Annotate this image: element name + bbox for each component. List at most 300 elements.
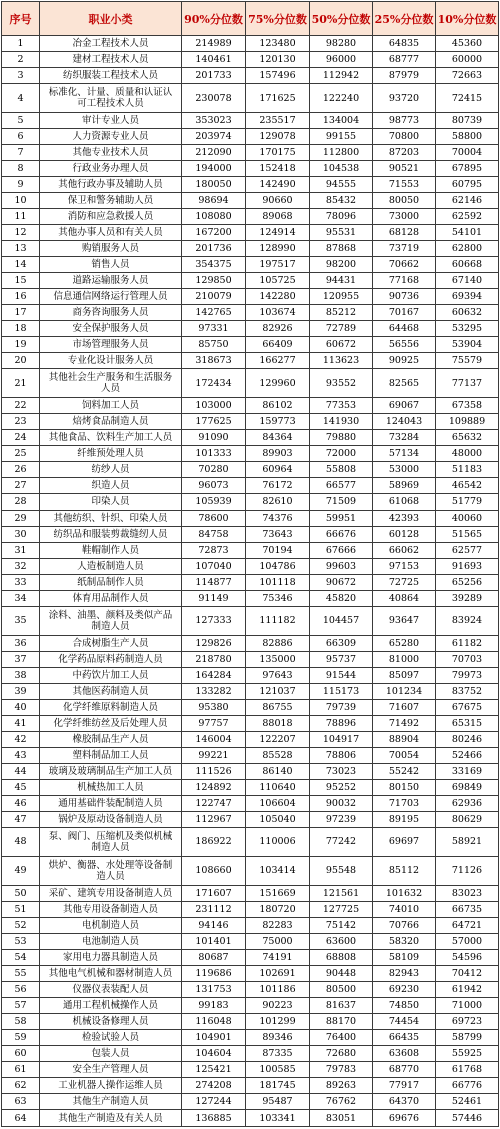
- row-index: 52: [2, 917, 40, 933]
- p25-value: 71553: [373, 177, 436, 193]
- p90-value: 85750: [182, 337, 246, 353]
- occupation-name: 其他医药制造人员: [40, 683, 182, 699]
- p10-value: 70703: [436, 651, 499, 667]
- p90-value: 124892: [182, 779, 246, 795]
- table-row: [2, 414, 499, 430]
- p10-value: 33169: [436, 763, 499, 779]
- p25-value: 68128: [373, 225, 436, 241]
- p50-value: 77353: [310, 398, 373, 414]
- p75-value: 105725: [246, 273, 310, 289]
- p50-value: 93552: [310, 369, 373, 398]
- p25-value: 68777: [373, 52, 436, 68]
- table-row: [2, 84, 499, 113]
- row-index: 27: [2, 478, 40, 494]
- row-index: 29: [2, 510, 40, 526]
- p75-value: 171625: [246, 84, 310, 113]
- p50-value: 112800: [310, 145, 373, 161]
- p90-value: 104604: [182, 1046, 246, 1062]
- p50-value: 78896: [310, 715, 373, 731]
- p75-value: 103341: [246, 1110, 310, 1127]
- header-row: [2, 2, 499, 36]
- p25-value: 74010: [373, 901, 436, 917]
- p90-value: 172434: [182, 369, 246, 398]
- p25-value: 93720: [373, 84, 436, 113]
- occupation-name: 人力资源专业人员: [40, 129, 182, 145]
- p90-value: 136885: [182, 1110, 246, 1127]
- occupation-name: 信息通信网络运行管理人员: [40, 289, 182, 305]
- p50-value: 72680: [310, 1046, 373, 1062]
- p75-value: 128990: [246, 241, 310, 257]
- p10-value: 65256: [436, 574, 499, 590]
- p25-value: 55242: [373, 763, 436, 779]
- p25-value: 72725: [373, 574, 436, 590]
- p50-value: 73023: [310, 763, 373, 779]
- row-index: 38: [2, 667, 40, 683]
- p50-value: 120955: [310, 289, 373, 305]
- occupation-name: 消防和应急救援人员: [40, 209, 182, 225]
- p75-value: 110640: [246, 779, 310, 795]
- occupation-name: 纺纱人员: [40, 462, 182, 478]
- occupation-name: 橡胶制品生产人员: [40, 731, 182, 747]
- row-index: 62: [2, 1078, 40, 1094]
- row-index: 20: [2, 353, 40, 369]
- p90-value: 101401: [182, 933, 246, 949]
- occupation-name: 人造板制造人员: [40, 558, 182, 574]
- p50-value: 95531: [310, 225, 373, 241]
- p75-value: 86755: [246, 699, 310, 715]
- p10-value: 69394: [436, 289, 499, 305]
- p75-value: 105040: [246, 811, 310, 827]
- table-header: [2, 2, 499, 36]
- table-row: [2, 811, 499, 827]
- p25-value: 71703: [373, 795, 436, 811]
- p75-value: 74376: [246, 510, 310, 526]
- row-index: 25: [2, 446, 40, 462]
- p90-value: 177625: [182, 414, 246, 430]
- p90-value: 164284: [182, 667, 246, 683]
- occupation-name: 玻璃及玻璃制品生产加工人员: [40, 763, 182, 779]
- p90-value: 99221: [182, 747, 246, 763]
- p75-value: 166277: [246, 353, 310, 369]
- p25-value: 70662: [373, 257, 436, 273]
- occupation-name: 标准化、计量、质量和认证认可工程技术人员: [40, 84, 182, 113]
- row-index: 9: [2, 177, 40, 193]
- p50-value: 72000: [310, 446, 373, 462]
- p75-value: 87335: [246, 1046, 310, 1062]
- table-row: [2, 161, 499, 177]
- p50-value: 99155: [310, 129, 373, 145]
- p50-value: 122240: [310, 84, 373, 113]
- occupation-name: 饲料加工人员: [40, 398, 182, 414]
- p50-value: 60672: [310, 337, 373, 353]
- p90-value: 99183: [182, 998, 246, 1014]
- p75-value: 103674: [246, 305, 310, 321]
- table-row: [2, 241, 499, 257]
- row-index: 30: [2, 526, 40, 542]
- p25-value: 64468: [373, 321, 436, 337]
- p90-value: 104901: [182, 1030, 246, 1046]
- row-index: 24: [2, 430, 40, 446]
- p25-value: 74454: [373, 1014, 436, 1030]
- row-index: 54: [2, 949, 40, 965]
- p75-value: 135000: [246, 651, 310, 667]
- p90-value: 230078: [182, 84, 246, 113]
- p75-value: 181745: [246, 1078, 310, 1094]
- occupation-name: 保卫和警务辅助人员: [40, 193, 182, 209]
- p50-value: 79783: [310, 1062, 373, 1078]
- p75-value: 82886: [246, 635, 310, 651]
- table-row: [2, 1030, 499, 1046]
- p90-value: 201733: [182, 68, 246, 84]
- p75-value: 142490: [246, 177, 310, 193]
- p25-value: 73284: [373, 430, 436, 446]
- p50-value: 76400: [310, 1030, 373, 1046]
- table-row: [2, 129, 499, 145]
- row-index: 3: [2, 68, 40, 84]
- p90-value: 72873: [182, 542, 246, 558]
- occupation-name: 织造人员: [40, 478, 182, 494]
- p50-value: 95252: [310, 779, 373, 795]
- p10-value: 80246: [436, 731, 499, 747]
- occupation-name: 安全生产管理人员: [40, 1062, 182, 1078]
- row-index: 1: [2, 36, 40, 52]
- table-row: [2, 209, 499, 225]
- table-row: [2, 430, 499, 446]
- p75-value: 101118: [246, 574, 310, 590]
- p75-value: 197517: [246, 257, 310, 273]
- p90-value: 80687: [182, 949, 246, 965]
- p75-value: 90223: [246, 998, 310, 1014]
- p25-value: 89195: [373, 811, 436, 827]
- p25-value: 77168: [373, 273, 436, 289]
- p75-value: 95487: [246, 1094, 310, 1110]
- p75-value: 180720: [246, 901, 310, 917]
- p90-value: 218780: [182, 651, 246, 667]
- row-index: 41: [2, 715, 40, 731]
- p90-value: 131753: [182, 982, 246, 998]
- row-index: 19: [2, 337, 40, 353]
- occupation-name: 其他生产制造及有关人员: [40, 1110, 182, 1127]
- p50-value: 76762: [310, 1094, 373, 1110]
- p25-value: 80150: [373, 779, 436, 795]
- p10-value: 80739: [436, 113, 499, 129]
- p25-value: 57134: [373, 446, 436, 462]
- occupation-name: 塑料制品加工人员: [40, 747, 182, 763]
- p50-value: 77242: [310, 827, 373, 856]
- p25-value: 71607: [373, 699, 436, 715]
- occupation-name: 其他生产制造人员: [40, 1094, 182, 1110]
- p90-value: 194000: [182, 161, 246, 177]
- occupation-name: 机械设备修理人员: [40, 1014, 182, 1030]
- p10-value: 72415: [436, 84, 499, 113]
- p90-value: 127244: [182, 1094, 246, 1110]
- p90-value: 129826: [182, 635, 246, 651]
- row-index: 50: [2, 885, 40, 901]
- p10-value: 52461: [436, 1094, 499, 1110]
- row-index: 63: [2, 1094, 40, 1110]
- table-row: [2, 337, 499, 353]
- p90-value: 127333: [182, 606, 246, 635]
- p10-value: 58800: [436, 129, 499, 145]
- p50-value: 91544: [310, 667, 373, 683]
- p25-value: 101234: [373, 683, 436, 699]
- p75-value: 152418: [246, 161, 310, 177]
- table-row: [2, 1014, 499, 1030]
- p75-value: 85528: [246, 747, 310, 763]
- p75-value: 88018: [246, 715, 310, 731]
- p10-value: 70004: [436, 145, 499, 161]
- p90-value: 101333: [182, 446, 246, 462]
- occupation-name: 电池制造人员: [40, 933, 182, 949]
- occupation-name: 检验试验人员: [40, 1030, 182, 1046]
- row-index: 35: [2, 606, 40, 635]
- p10-value: 57000: [436, 933, 499, 949]
- p75-value: 86140: [246, 763, 310, 779]
- table-row: [2, 635, 499, 651]
- occupation-name: 道路运输服务人员: [40, 273, 182, 289]
- p90-value: 78600: [182, 510, 246, 526]
- p90-value: 116048: [182, 1014, 246, 1030]
- p75-value: 101186: [246, 982, 310, 998]
- p10-value: 70412: [436, 966, 499, 982]
- table-row: [2, 462, 499, 478]
- p90-value: 108660: [182, 856, 246, 885]
- p90-value: 119686: [182, 966, 246, 982]
- p50-value: 112942: [310, 68, 373, 84]
- occupation-name: 家用电力器具制造人员: [40, 949, 182, 965]
- p10-value: 62800: [436, 241, 499, 257]
- occupation-name: 审计专业人员: [40, 113, 182, 129]
- p90-value: 95380: [182, 699, 246, 715]
- row-index: 44: [2, 763, 40, 779]
- table-row: [2, 747, 499, 763]
- occupation-name: 行政业务办理人员: [40, 161, 182, 177]
- p10-value: 51565: [436, 526, 499, 542]
- p25-value: 70800: [373, 129, 436, 145]
- p10-value: 62936: [436, 795, 499, 811]
- p90-value: 125421: [182, 1062, 246, 1078]
- occupation-name: 购销服务人员: [40, 241, 182, 257]
- row-index: 12: [2, 225, 40, 241]
- occupation-name: 商务咨询服务人员: [40, 305, 182, 321]
- p25-value: 56556: [373, 337, 436, 353]
- salary-percentile-table: [1, 1, 499, 1127]
- p25-value: 98773: [373, 113, 436, 129]
- p75-value: 159773: [246, 414, 310, 430]
- row-index: 6: [2, 129, 40, 145]
- p25-value: 69067: [373, 398, 436, 414]
- p25-value: 42393: [373, 510, 436, 526]
- p50-value: 71509: [310, 494, 373, 510]
- p75-value: 70194: [246, 542, 310, 558]
- p75-value: 89346: [246, 1030, 310, 1046]
- p25-value: 65280: [373, 635, 436, 651]
- p50-value: 141930: [310, 414, 373, 430]
- row-index: 21: [2, 369, 40, 398]
- p90-value: 129850: [182, 273, 246, 289]
- p10-value: 83924: [436, 606, 499, 635]
- occupation-name: 涂料、油墨、颜料及类似产品制造人员: [40, 606, 182, 635]
- table-row: [2, 574, 499, 590]
- p10-value: 62146: [436, 193, 499, 209]
- p10-value: 79973: [436, 667, 499, 683]
- table-row: [2, 1046, 499, 1062]
- p50-value: 78806: [310, 747, 373, 763]
- occupation-name: 体育用品制作人员: [40, 590, 182, 606]
- p10-value: 83023: [436, 885, 499, 901]
- p10-value: 67895: [436, 161, 499, 177]
- p25-value: 87979: [373, 68, 436, 84]
- p75-value: 124914: [246, 225, 310, 241]
- p25-value: 73000: [373, 209, 436, 225]
- row-index: 56: [2, 982, 40, 998]
- p90-value: 180050: [182, 177, 246, 193]
- table-row: [2, 446, 499, 462]
- p90-value: 98694: [182, 193, 246, 209]
- p25-value: 101632: [373, 885, 436, 901]
- p75-value: 111182: [246, 606, 310, 635]
- p10-value: 65632: [436, 430, 499, 446]
- table-row: [2, 795, 499, 811]
- p75-value: 104786: [246, 558, 310, 574]
- occupation-name: 通用工程机械操作人员: [40, 998, 182, 1014]
- p25-value: 53000: [373, 462, 436, 478]
- p25-value: 68770: [373, 1062, 436, 1078]
- p10-value: 64721: [436, 917, 499, 933]
- p10-value: 46542: [436, 478, 499, 494]
- p90-value: 122747: [182, 795, 246, 811]
- p50-value: 87868: [310, 241, 373, 257]
- p25-value: 63608: [373, 1046, 436, 1062]
- p50-value: 67666: [310, 542, 373, 558]
- p75-value: 73643: [246, 526, 310, 542]
- p10-value: 71000: [436, 998, 499, 1014]
- p75-value: 103414: [246, 856, 310, 885]
- p75-value: 151669: [246, 885, 310, 901]
- p25-value: 71492: [373, 715, 436, 731]
- p10-value: 75579: [436, 353, 499, 369]
- row-index: 39: [2, 683, 40, 699]
- p50-value: 99603: [310, 558, 373, 574]
- p50-value: 104917: [310, 731, 373, 747]
- occupation-name: 其他社会生产服务和生活服务人员: [40, 369, 182, 398]
- row-index: 59: [2, 1030, 40, 1046]
- row-index: 61: [2, 1062, 40, 1078]
- table-row: [2, 917, 499, 933]
- p10-value: 60000: [436, 52, 499, 68]
- row-index: 28: [2, 494, 40, 510]
- p25-value: 74850: [373, 998, 436, 1014]
- p25-value: 69676: [373, 1110, 436, 1127]
- row-index: 10: [2, 193, 40, 209]
- p25-value: 58109: [373, 949, 436, 965]
- table-row: [2, 510, 499, 526]
- p90-value: 353023: [182, 113, 246, 129]
- table-row: [2, 982, 499, 998]
- table-row: [2, 1094, 499, 1110]
- p90-value: 70280: [182, 462, 246, 478]
- occupation-name: 工业机器人操作运维人员: [40, 1078, 182, 1094]
- table-row: [2, 763, 499, 779]
- table-row: [2, 1062, 499, 1078]
- table-row: [2, 113, 499, 129]
- p90-value: 142765: [182, 305, 246, 321]
- p50-value: 80500: [310, 982, 373, 998]
- row-index: 5: [2, 113, 40, 129]
- p50-value: 66577: [310, 478, 373, 494]
- p10-value: 61942: [436, 982, 499, 998]
- p25-value: 70167: [373, 305, 436, 321]
- p75-value: 235517: [246, 113, 310, 129]
- p10-value: 60632: [436, 305, 499, 321]
- row-index: 4: [2, 84, 40, 113]
- row-index: 60: [2, 1046, 40, 1062]
- row-index: 43: [2, 747, 40, 763]
- p25-value: 58969: [373, 478, 436, 494]
- p90-value: 171607: [182, 885, 246, 901]
- p90-value: 91149: [182, 590, 246, 606]
- table-row: [2, 856, 499, 885]
- p10-value: 55925: [436, 1046, 499, 1062]
- p50-value: 121561: [310, 885, 373, 901]
- header-p25: 25%分位数: [373, 2, 436, 36]
- occupation-name: 鞋帽制作人员: [40, 542, 182, 558]
- p50-value: 90032: [310, 795, 373, 811]
- row-index: 22: [2, 398, 40, 414]
- p10-value: 51779: [436, 494, 499, 510]
- p75-value: 74191: [246, 949, 310, 965]
- table-row: [2, 1078, 499, 1094]
- p90-value: 318673: [182, 353, 246, 369]
- table-row: [2, 526, 499, 542]
- p50-value: 81637: [310, 998, 373, 1014]
- p25-value: 64370: [373, 1094, 436, 1110]
- p75-value: 110006: [246, 827, 310, 856]
- row-index: 26: [2, 462, 40, 478]
- p90-value: 94146: [182, 917, 246, 933]
- occupation-name: 泵、阀门、压缩机及类似机械制造人员: [40, 827, 182, 856]
- p50-value: 63600: [310, 933, 373, 949]
- p10-value: 54101: [436, 225, 499, 241]
- row-index: 42: [2, 731, 40, 747]
- table-row: [2, 590, 499, 606]
- occupation-name: 市场管理服务人员: [40, 337, 182, 353]
- p25-value: 60128: [373, 526, 436, 542]
- table-row: [2, 558, 499, 574]
- occupation-name: 其他办事人员和有关人员: [40, 225, 182, 241]
- table-row: [2, 36, 499, 52]
- occupation-name: 其他专用设备制造人员: [40, 901, 182, 917]
- occupation-name: 建材工程技术人员: [40, 52, 182, 68]
- row-index: 16: [2, 289, 40, 305]
- p10-value: 91693: [436, 558, 499, 574]
- p25-value: 90736: [373, 289, 436, 305]
- table-row: [2, 542, 499, 558]
- p90-value: 97757: [182, 715, 246, 731]
- occupation-name: 合成树脂生产人员: [40, 635, 182, 651]
- occupation-name: 冶金工程技术人员: [40, 36, 182, 52]
- p10-value: 54596: [436, 949, 499, 965]
- p75-value: 76172: [246, 478, 310, 494]
- p90-value: 111526: [182, 763, 246, 779]
- row-index: 32: [2, 558, 40, 574]
- p10-value: 40060: [436, 510, 499, 526]
- p10-value: 62577: [436, 542, 499, 558]
- p25-value: 64835: [373, 36, 436, 52]
- p50-value: 95548: [310, 856, 373, 885]
- p50-value: 75142: [310, 917, 373, 933]
- p75-value: 75346: [246, 590, 310, 606]
